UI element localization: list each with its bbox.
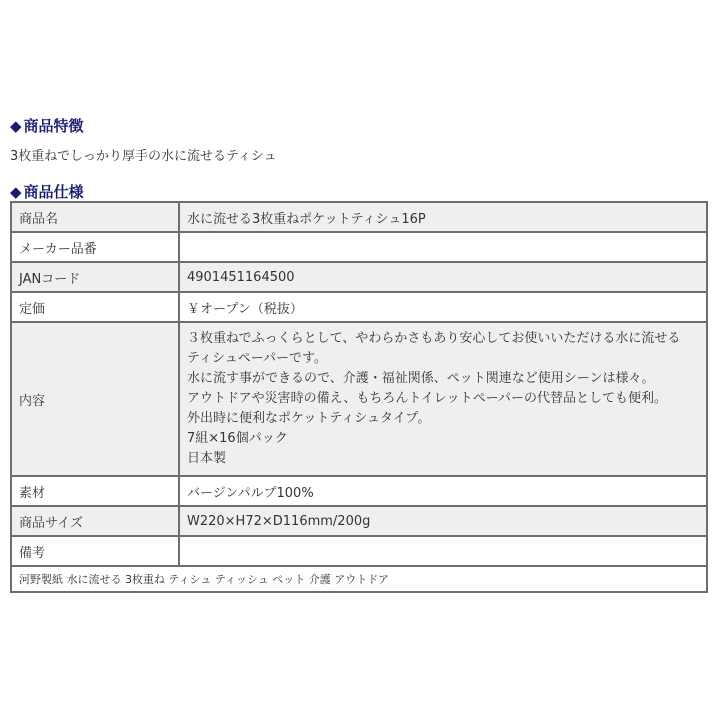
spec-value: 4901451164500 xyxy=(179,262,707,292)
description-line: 水に流す事ができるので、介護・福祉関係、ペット関連など使用シーンは様々。 xyxy=(187,371,655,386)
spec-label: 商品名 xyxy=(11,202,179,232)
description-line: アウトドアや災害時の備え、もちろんトイレットペーパーの代替品としても便利。 xyxy=(187,391,667,406)
spec-label: JANコード xyxy=(11,262,179,292)
spec-value: W220×H72×D116mm/200g xyxy=(179,506,707,536)
features-title: 商品特徴 xyxy=(23,117,84,135)
description-line: ティシュペーパーです。 xyxy=(187,351,328,366)
description-line: 7組×16個パック xyxy=(187,431,288,446)
features-heading xyxy=(10,115,84,136)
features-text: 3枚重ねでしっかり厚手の水に流せるティシュ xyxy=(10,149,277,164)
spec-table xyxy=(10,201,708,593)
spec-value xyxy=(179,536,707,566)
spec-label: 定価 xyxy=(11,292,179,322)
spec-value: 水に流せる3枚重ねポケットティシュ16P xyxy=(179,202,707,232)
spec-label: 備考 xyxy=(11,536,179,566)
spec-value-description xyxy=(179,322,707,476)
diamond-icon: ◆ xyxy=(10,183,22,201)
spec-value: バージンパルプ100% xyxy=(179,476,707,506)
spec-row-keywords xyxy=(11,566,707,592)
spec-row-maker-number xyxy=(11,232,707,262)
diamond-icon: ◆ xyxy=(10,117,22,135)
description-line: 外出時に便利なポケットティシュタイプ。 xyxy=(187,411,431,426)
specs-heading xyxy=(10,181,84,202)
spec-label: メーカー品番 xyxy=(11,232,179,262)
keywords-text: 河野製紙 水に流せる 3枚重ね ティシュ ティッシュ ペット 介護 アウトドア xyxy=(11,566,707,592)
spec-value: ￥オープン（税抜） xyxy=(179,292,707,322)
spec-label: 商品サイズ xyxy=(11,506,179,536)
spec-label: 素材 xyxy=(11,476,179,506)
spec-row-price xyxy=(11,292,707,322)
spec-value xyxy=(179,232,707,262)
specs-title: 商品仕様 xyxy=(23,183,84,201)
spec-row-contents xyxy=(11,322,707,476)
spec-row-product-name xyxy=(11,202,707,232)
description-line: 日本製 xyxy=(187,451,227,466)
spec-row-jan-code xyxy=(11,262,707,292)
spec-label: 内容 xyxy=(11,322,179,476)
description-line: ３枚重ねでふっくらとして、やわらかさもあり安心してお使いいただける水に流せる xyxy=(187,331,681,346)
spec-row-size xyxy=(11,506,707,536)
spec-row-material xyxy=(11,476,707,506)
spec-row-notes xyxy=(11,536,707,566)
